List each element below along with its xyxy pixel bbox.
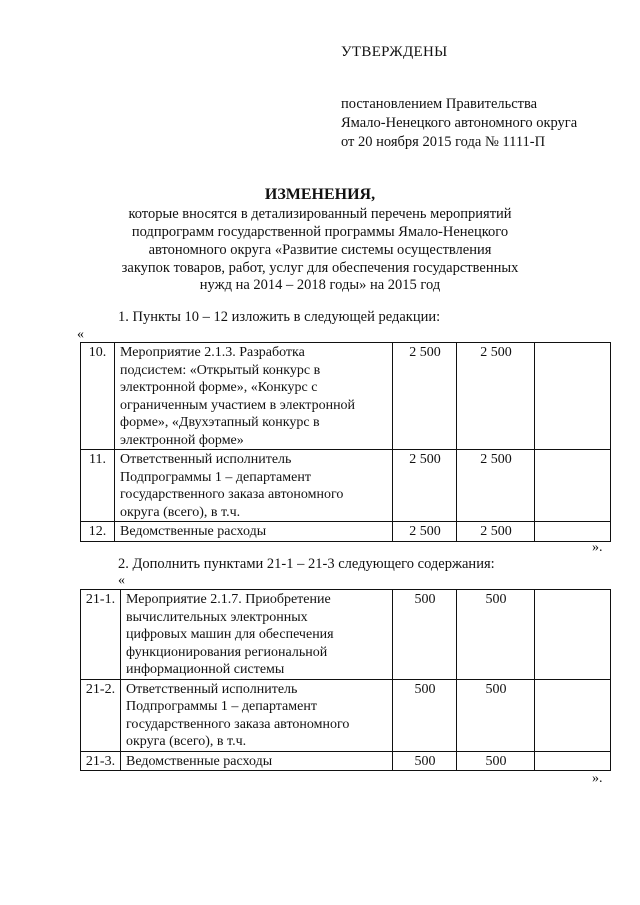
description-line: государственного заказа автономного: [120, 487, 344, 502]
value-2: 2 500: [457, 343, 535, 450]
description-line: Подпрограммы 1 – департамент: [126, 699, 317, 714]
approved-line-3: от 20 ноября 2015 года № 1111-П: [341, 134, 546, 150]
section2-close-quote: ».: [592, 771, 603, 786]
description-line: функционирования региональной: [126, 644, 328, 660]
section2-table: [80, 589, 611, 771]
section2-open-quote: «: [118, 573, 125, 588]
description-line: форме», «Двухэтапный конкурс в: [120, 415, 320, 430]
row-description: [121, 590, 393, 680]
description-line: цифровых машин для обеспечения: [126, 627, 334, 642]
row-description: [115, 343, 393, 450]
subtitle-line-1: которые вносятся в детализированный перечень мероприятий: [128, 206, 512, 222]
value-1: 500: [393, 679, 457, 751]
row-description: [115, 522, 393, 542]
description-line: информационной системы: [126, 662, 285, 677]
table-row: [81, 751, 611, 771]
value-2: 2 500: [457, 522, 535, 542]
subtitle-line-5: нужд на 2014 – 2018 годы» на 2015 год: [199, 277, 441, 293]
description-line: Подпрограммы 1 – департамент: [120, 469, 311, 485]
description-line: электронной форме»: [120, 432, 244, 448]
subtitle-line-4: закупок товаров, работ, услуг для обеспечения государственных: [121, 260, 519, 276]
value-3: [535, 590, 611, 680]
row-number: 21-1.: [81, 590, 121, 680]
section2-text: 2. Дополнить пунктами 21-1 – 21-3 следующего содержания:: [118, 556, 495, 572]
approved-line-2: Ямало-Ненецкого автономного округа: [341, 115, 578, 131]
document-title: ИЗМЕНЕНИЯ,: [264, 186, 376, 203]
section1-table: [80, 342, 611, 542]
description-line: Ответственный исполнитель: [120, 452, 292, 467]
row-number: 12.: [81, 522, 115, 542]
description-line: Ведомственные расходы: [126, 753, 273, 769]
approved-heading: УТВЕРЖДЕНЫ: [341, 44, 448, 60]
subtitle-line-3: автономного округа «Развитие системы осуществления: [148, 242, 492, 258]
row-number: 21-2.: [81, 679, 121, 751]
section1-text: 1. Пункты 10 – 12 изложить в следующей редакции:: [118, 309, 441, 325]
value-2: 500: [457, 590, 535, 680]
value-3: [535, 450, 611, 522]
description-line: округа (всего), в т.ч.: [126, 734, 247, 749]
section1-close-quote: ».: [592, 540, 603, 555]
description-line: Ответственный исполнитель: [126, 681, 298, 697]
row-number: 11.: [81, 450, 115, 522]
value-2: 500: [457, 679, 535, 751]
row-number: 21-3.: [81, 751, 121, 771]
value-3: [535, 343, 611, 450]
row-description: [121, 751, 393, 771]
description-line: Мероприятие 2.1.7. Приобретение: [126, 592, 331, 607]
description-line: Ведомственные расходы: [120, 524, 267, 539]
row-number: 10.: [81, 343, 115, 450]
row-description: [121, 679, 393, 751]
value-2: 2 500: [457, 450, 535, 522]
subtitle-line-2: подпрограмм государственной программы Ямало-Ненецкого: [131, 224, 509, 240]
description-line: государственного заказа автономного: [126, 716, 350, 732]
description-line: подсистем: «Открытый конкурс в: [120, 362, 321, 378]
table-row: [81, 522, 611, 542]
value-3: [535, 522, 611, 542]
approved-line-1: постановлением Правительства: [341, 96, 538, 112]
value-1: 500: [393, 751, 457, 771]
value-1: 2 500: [393, 343, 457, 450]
description-line: округа (всего), в т.ч.: [120, 504, 241, 520]
value-3: [535, 679, 611, 751]
description-line: вычислительных электронных: [126, 609, 308, 625]
description-line: ограниченным участием в электронной: [120, 397, 356, 413]
table-row: [81, 590, 611, 680]
table-row: [81, 450, 611, 522]
section1-open-quote: «: [77, 327, 84, 342]
value-1: 500: [393, 590, 457, 680]
row-description: [115, 450, 393, 522]
table-row: [81, 343, 611, 450]
value-2: 500: [457, 751, 535, 771]
value-1: 2 500: [393, 450, 457, 522]
table-row: [81, 679, 611, 751]
description-line: электронной форме», «Конкурс с: [120, 380, 318, 395]
value-3: [535, 751, 611, 771]
value-1: 2 500: [393, 522, 457, 542]
description-line: Мероприятие 2.1.3. Разработка: [120, 345, 305, 360]
